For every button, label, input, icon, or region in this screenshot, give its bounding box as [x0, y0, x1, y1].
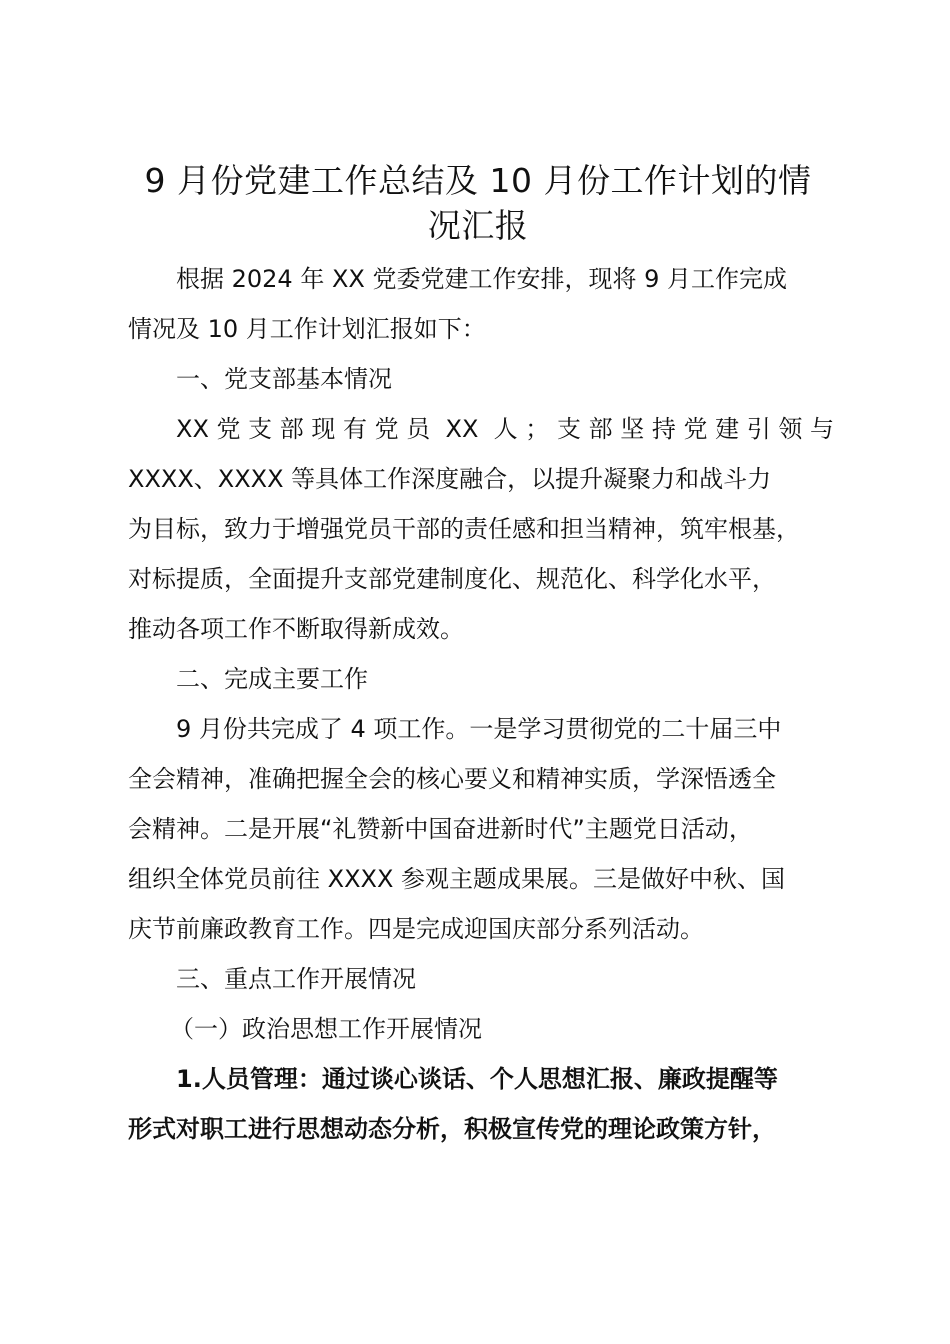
section-2-line: 9 月份共完成了 4 项工作。一是学习贯彻党的二十届三中 — [176, 715, 782, 743]
section-2-heading: 二、完成主要工作 — [176, 665, 368, 693]
title-line-2: 况汇报 — [427, 206, 529, 245]
section-2-paragraph — [128, 704, 828, 954]
intro-paragraph — [128, 254, 828, 354]
section-1-paragraph — [128, 404, 834, 654]
section-1-heading: 一、党支部基本情况 — [176, 365, 392, 393]
section-2-line: 全会精神，准确把握全会的核心要义和精神实质，学深悟透全 — [128, 765, 776, 793]
section-2-line: 庆节前廉政教育工作。四是完成迎国庆部分系列活动。 — [128, 915, 704, 943]
intro-line-1: 根据 2024 年 XX 党委党建工作安排，现将 9 月工作完成 — [176, 265, 788, 293]
intro-line-2: 情况及 10 月工作计划汇报如下： — [128, 315, 486, 343]
item-1-line: 1.人员管理：通过谈心谈话、个人思想汇报、廉政提醒等 — [176, 1065, 778, 1093]
document-page — [128, 158, 834, 1154]
title-line-1: 9 月份党建工作总结及 10 月份工作计划的情 — [144, 161, 812, 200]
section-2-line: 会精神。二是开展“礼赞新中国奋进新时代”主题党日活动， — [128, 815, 753, 843]
section-1-line: 推动各项工作不断取得新成效。 — [128, 615, 464, 643]
section-1-line: XX 党 支 部 现 有 党 员 XX 人 ； 支 部 坚 持 党 建 引 领 与 — [176, 415, 834, 443]
item-1-line: 形式对职工进行思想动态分析，积极宣传党的理论政策方针， — [128, 1115, 776, 1143]
section-1-line: XXXX、XXXX 等具体工作深度融合，以提升凝聚力和战斗力 — [128, 465, 772, 493]
section-3-heading: 三、重点工作开展情况 — [176, 965, 416, 993]
document-title — [128, 158, 828, 248]
section-1-line: 对标提质，全面提升支部党建制度化、规范化、科学化水平， — [128, 565, 776, 593]
subsection-1-heading: （一）政治思想工作开展情况 — [170, 1015, 482, 1043]
section-1-line: 为目标，致力于增强党员干部的责任感和担当精神，筑牢根基， — [128, 515, 800, 543]
item-1-paragraph — [128, 1054, 828, 1154]
section-2-line: 组织全体党员前往 XXXX 参观主题成果展。三是做好中秋、国 — [128, 865, 786, 893]
